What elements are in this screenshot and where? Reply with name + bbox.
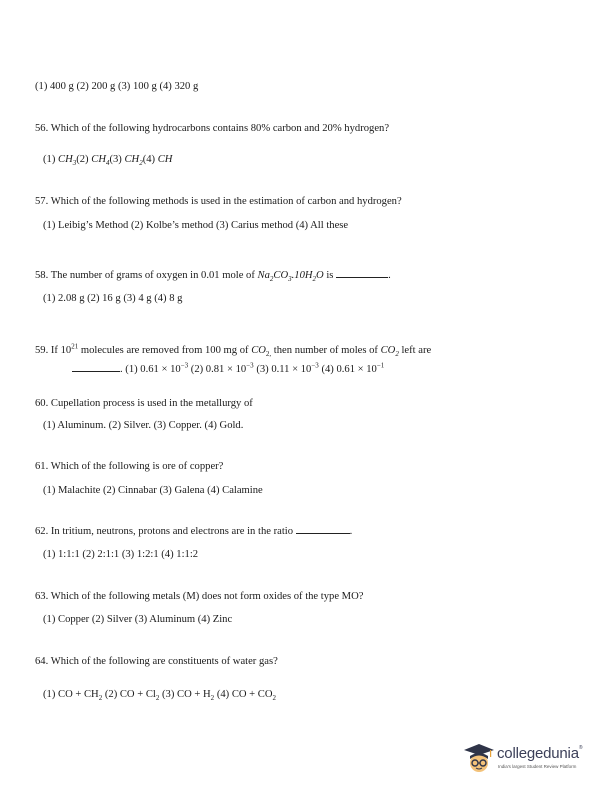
logo-wordmark: collegedunia® [497, 745, 583, 762]
q63-options: (1) Copper (2) Silver (3) Aluminum (4) Zinc [43, 614, 233, 625]
q58-options: (1) 2.08 g (2) 16 g (3) 4 g (4) 8 g [43, 293, 183, 304]
q61-question: 61. Which of the following is ore of copper? [35, 461, 224, 472]
q62-question: 62. In tritium, neutrons, protons and electrons are in the ratio . [35, 526, 353, 537]
answer-blank [296, 524, 350, 534]
collegedunia-logo[interactable] [462, 742, 602, 782]
logo-tagline: India's largest Student Review Platform [498, 764, 577, 769]
q59-question: 59. If $10^{21}$ molecules are removed from 100 mg of $CO_{2,}$ then number of moles of $CO_2$ left are [35, 342, 432, 359]
q57-options: (1) Leibig’s Method (2) Kolbe’s method (3) Carius method (4) All these [43, 220, 349, 231]
q63-question: 63. Which of the following metals (M) does not form oxides of the type MO? [35, 591, 364, 602]
q62-options: (1) 1:1:1 (2) 2:1:1 (3) 1:2:1 (4) 1:1:2 [43, 549, 199, 560]
q64-options: (1) CO + $CH_2$ (2) CO + $Cl_2$ (3) CO + $H_2$ (4) CO + $CO_2$ [43, 689, 277, 703]
q60-question: 60. Cupellation process is used in the metallurgy of [35, 398, 253, 409]
q58-question: 58. The number of grams of oxygen in 0.01 mole of $Na_2CO_3.10H_2O$ is . [35, 270, 391, 284]
q60-options: (1) Aluminum. (2) Silver. (3) Copper. (4) Gold. [43, 420, 244, 431]
q59-options: . (1) $0.61 \times 10^{-3}$ (2) $0.81 \times 10^{-3}$ (3) $0.11 \times 10^{-3}$ (4) $0.61 \times 10^{-1}$ [72, 362, 384, 377]
q55-options: (1) 400 g (2) 200 g (3) 100 g (4) 320 g [35, 81, 199, 92]
answer-blank [72, 362, 120, 372]
q64-question: 64. Which of the following are constituents of water gas? [35, 656, 278, 667]
q61-options: (1) Malachite (2) Cinnabar (3) Galena (4) Calamine [43, 485, 263, 496]
q56-question: 56. Which of the following hydrocarbons contains 80% carbon and 20% hydrogen? [35, 123, 390, 134]
q57-question: 57. Which of the following methods is used in the estimation of carbon and hydrogen? [35, 196, 402, 207]
q56-options: (1) $CH_3(2)$ $CH_4(3)$ $CH_2(4)$ CH [43, 154, 173, 168]
answer-blank [336, 268, 388, 278]
logo-mascot-icon [462, 742, 496, 776]
